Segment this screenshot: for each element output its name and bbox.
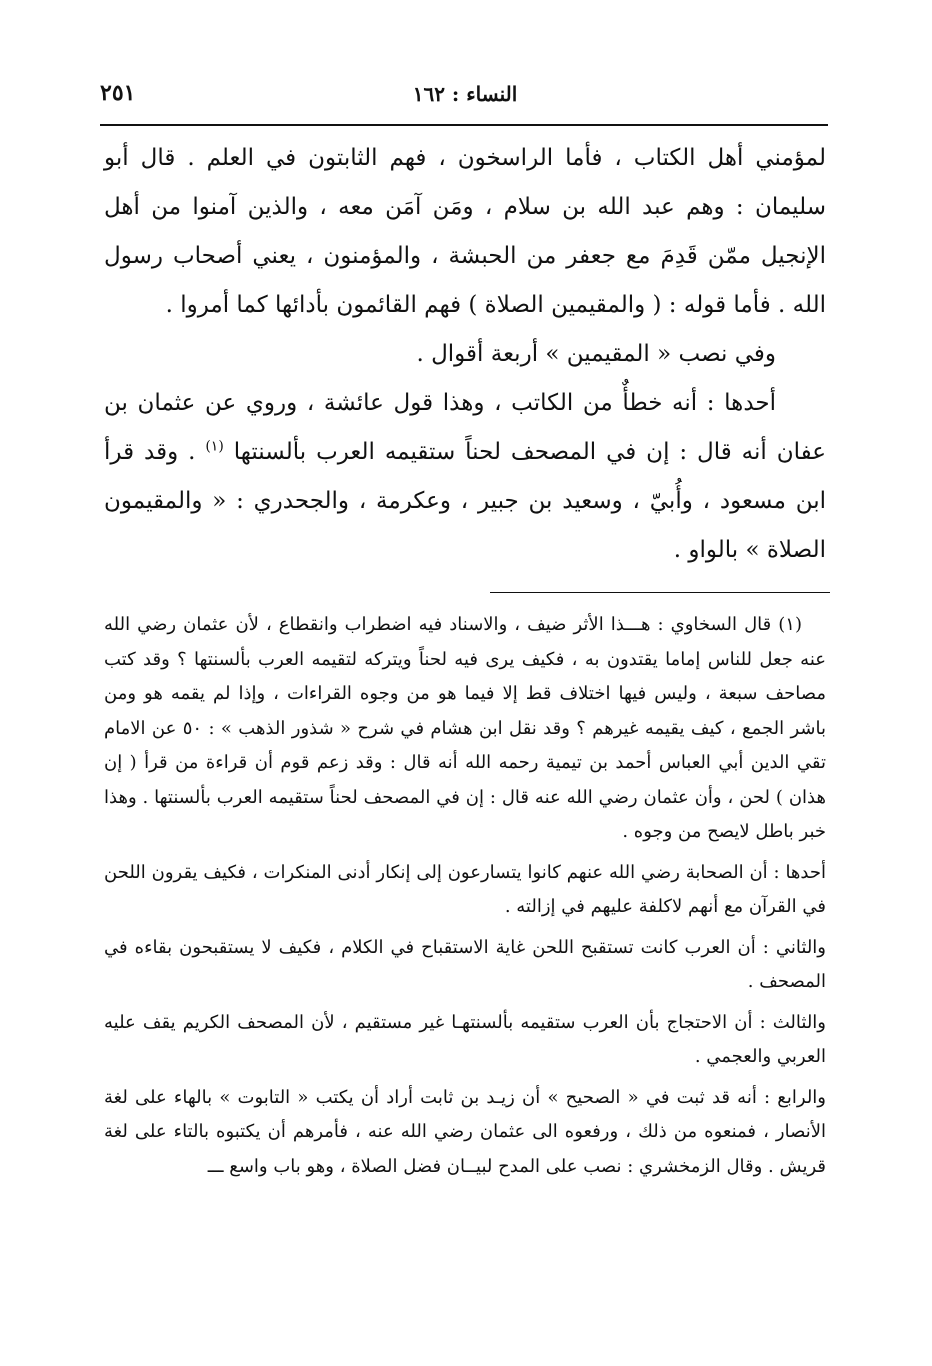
main-paragraph-3-part-2: . وقد قرأ ابن مسعود ، وأُبيّ ، وسعيد بن جبير ، وعكرمة ، والجحدري : « والمقيمون الصلاة » بالواو . bbox=[104, 439, 826, 563]
footnote-marker: (١) bbox=[205, 438, 224, 455]
footnote-point-1: أحدها : أن الصحابة رضي الله عنهم كانوا يتسارعون إلى إنكار أدنى المنكرات ، فكيف يقرون اللحن في القرآن مع أنهم لاكلفة عليهم في إزالته . bbox=[104, 861, 826, 917]
footnote-1: (١) قال السخاوي : هـــذا الأثر ضيف ، والاسناد فيه اضطراب وانقطاع ، لأن عثمان رضي الله عنه جعل للناس إماما يقتدون به ، فكيف يرى فيه لحناً ويتركه لتقيمه العرب بألسنتها ؟ وقد كتب مصاحف سبعة ، وليس فيها اختلاف قط إلا فيما هو من وجوه القراءات ، وإذا لم يقمه هو ومن باشر الجمع ، كيف يقيمه غيرهم ؟ وقد نقل ابن هشام في شرح « شذور الذهب » : ٥٠ عن الامام تقي الدين أبي العباس أحمد بن تيمية رحمه الله أنه قال : وقد زعم قوم أن قراءة من قرأ ( إن هذان ) لحن ، وأن عثمان رضي الله عنه قال : إن في المصحف لحناً ستقيمه العرب بألسنتها . وهذا خبر باطل لايصح من وجوه . bbox=[104, 614, 826, 842]
main-paragraph-3-part-1: أحدها : أنه خطأٌ من الكاتب ، وهذا قول عائشة ، وروي عن عثمان بن عفان أنه قال : إن في المصحف لحناً ستقيمه العرب بألسنتها bbox=[104, 390, 826, 465]
main-paragraph-3 bbox=[104, 379, 826, 575]
footnote-point-4: والرابع : أنه قد ثبت في « الصحيح » أن زيـد بن ثابت أراد أن يكتب « التابوت » بالهاء على لغة الأنصار ، فمنعوه من ذلك ، ورفعوه الى عثمان رضي الله عنه ، فأمرهم أن يكتبوه بالتاء على لغة قريش . وقال الزمخشري : نصب على المدح لبيــان فضل الصلاة ، وهو باب واسع ـــ bbox=[104, 1086, 826, 1177]
main-paragraph-2: وفي نصب « المقيمين » أربعة أقوال . bbox=[416, 341, 776, 367]
main-paragraph-1: لمؤمني أهل الكتاب ، فأما الراسخون ، فهم الثابتون في العلم . قال أبو سليمان : وهم عبد الله بن سلام ، ومَن آمَن معه ، والذين آمنوا من أهل الإنجيل ممّن قَدِمَ مع جعفر من الحبشة ، والمؤمنون ، يعني أصحاب رسول الله . فأما قوله : ( والمقيمين الصلاة ) فهم القائمون بأدائها كما أمروا . bbox=[104, 145, 826, 318]
main-text bbox=[104, 134, 826, 575]
page-header bbox=[100, 76, 830, 116]
running-title: النساء : ١٦٢ bbox=[412, 82, 518, 106]
footnote-point-2: والثاني : أن العرب كانت تستقبح اللحن غاية الاستقباح في الكلام ، فكيف لا يستقبحون بقاءه في المصحف . bbox=[104, 936, 826, 992]
footnote-rule bbox=[490, 592, 830, 593]
footnote-point-3: والثالث : أن الاحتجاج بأن العرب ستقيمه بألسنتهـا غير مستقيم ، لأن المصحف الكريم يقف عليه العربي والعجمي . bbox=[104, 1011, 826, 1067]
header-rule bbox=[100, 124, 828, 126]
footnotes bbox=[104, 608, 826, 1190]
page-number: ٢٥١ bbox=[100, 80, 136, 106]
